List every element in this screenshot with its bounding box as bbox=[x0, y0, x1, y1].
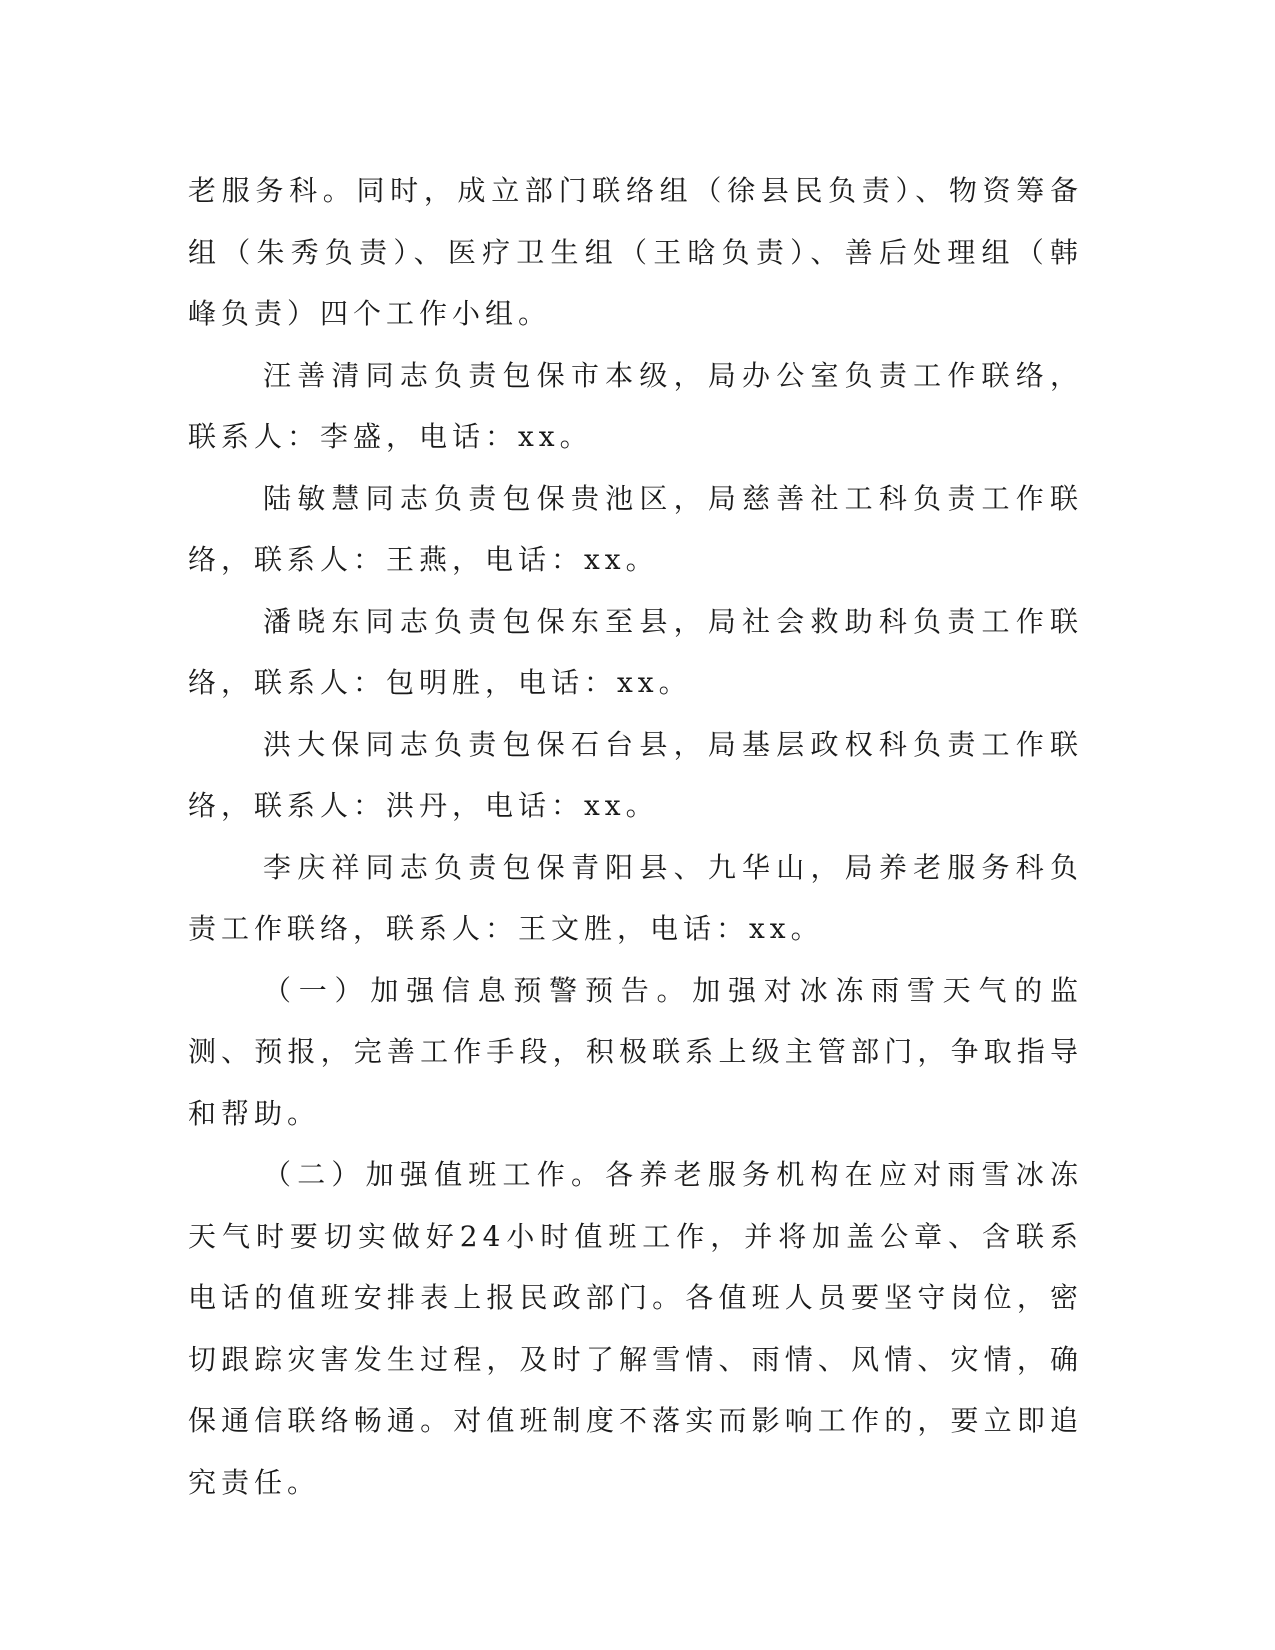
paragraph-contact-shitai: 洪大保同志负责包保石台县，局基层政权科负责工作联络，联系人：洪丹，电话：xx。 bbox=[188, 727, 1083, 822]
paragraph-contact-guichi: 陆敏慧同志负责包保贵池区，局慈善社工科负责工作联络，联系人：王燕，电话：xx。 bbox=[188, 481, 1083, 576]
paragraph-contact-qingyang: 李庆祥同志负责包保青阳县、九华山，局养老服务科负责工作联络，联系人：王文胜，电话：xx。 bbox=[188, 850, 1083, 945]
document-body bbox=[188, 160, 1083, 1513]
paragraph-contact-city: 汪善清同志负责包保市本级，局办公室负责工作联络，联系人：李盛，电话：xx。 bbox=[188, 358, 1083, 453]
paragraph-contact-dongzhi: 潘晓东同志负责包保东至县，局社会救助科负责工作联络，联系人：包明胜，电话：xx。 bbox=[188, 604, 1083, 699]
paragraph-section-two: （二）加强值班工作。各养老服务机构在应对雨雪冰冻天气时要切实做好24小时值班工作，并将加盖公章、含联系电话的值班安排表上报民政部门。各值班人员要坚守岗位，密切跟踪灾害发生过程，及时了解雪情、雨情、风情、灾情，确保通信联络畅通。对值班制度不落实而影响工作的，要立即追究责任。 bbox=[188, 1158, 1083, 1499]
paragraph-section-one: （一）加强信息预警预告。加强对冰冻雨雪天气的监测、预报，完善工作手段，积极联系上级主管部门，争取指导和帮助。 bbox=[188, 973, 1083, 1130]
paragraph-continuation: 老服务科。同时，成立部门联络组（徐县民负责）、物资筹备组（朱秀负责）、医疗卫生组（王晗负责）、善后处理组（韩峰负责）四个工作小组。 bbox=[188, 174, 1083, 330]
